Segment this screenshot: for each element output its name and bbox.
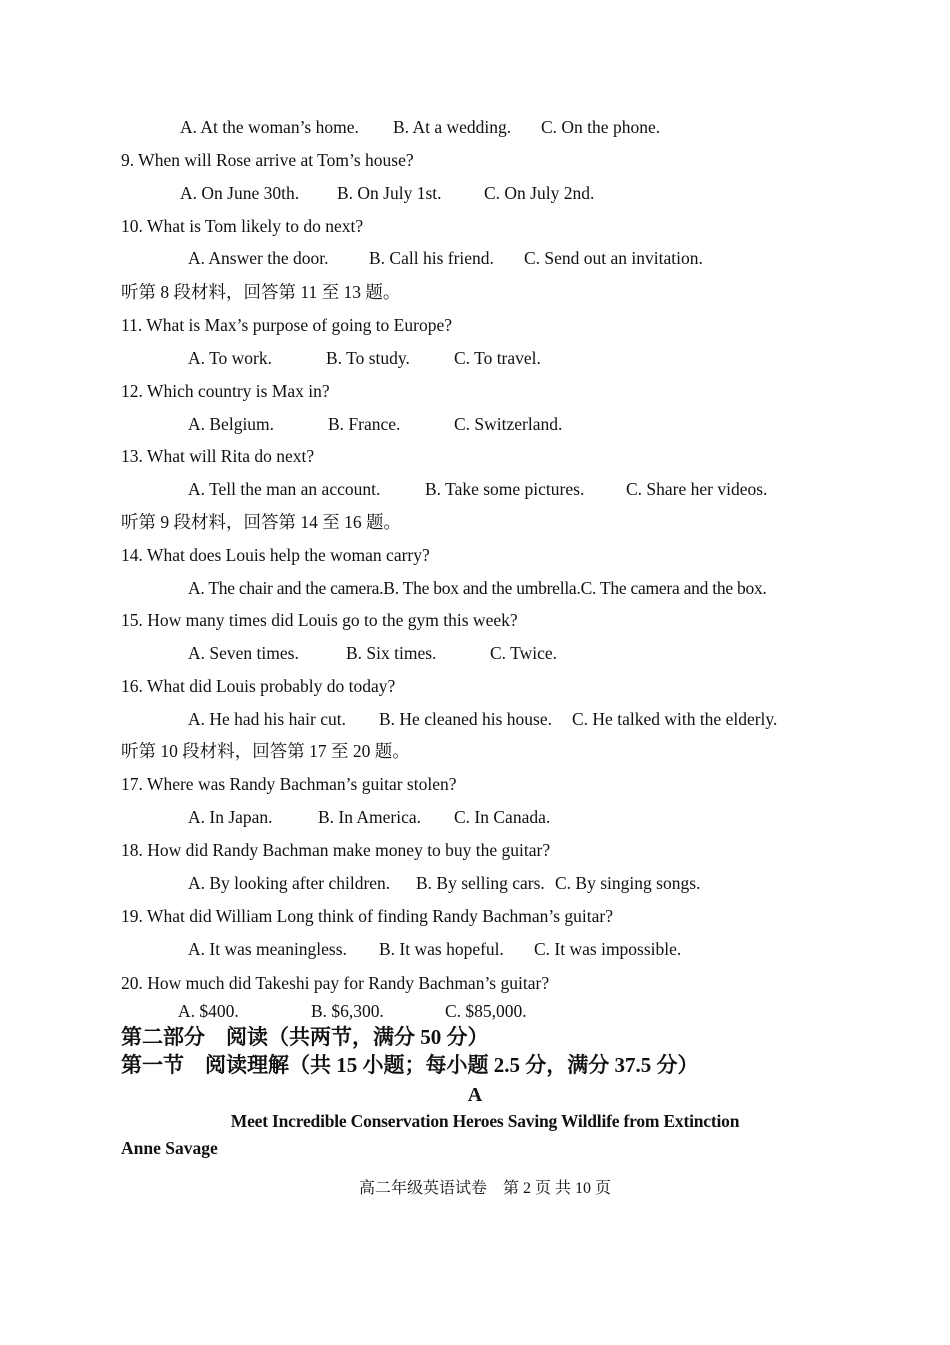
q13-question: 13. What will Rita do next? (121, 446, 315, 466)
q15-option-b: B. Six times. (346, 643, 437, 663)
passage-title: Meet Incredible Conservation Heroes Saving Wildlife from Extinction (230, 1111, 740, 1131)
q11-question: 11. What is Max’s purpose of going to Europe? (121, 315, 452, 335)
q19-option-c: C. It was impossible. (534, 939, 682, 959)
q8-option-b: B. At a wedding. (393, 117, 512, 137)
q15-option-c: C. Twice. (490, 643, 557, 663)
q16-question: 16. What did Louis probably do today? (121, 676, 396, 696)
q20-option-b: B. $6,300. (311, 1001, 384, 1021)
q11-option-b: B. To study. (326, 348, 410, 368)
q13-option-a: A. Tell the man an account. (188, 479, 381, 499)
q12-option-b: B. France. (328, 414, 401, 434)
section-8-instruction: 听第 8 段材料，回答第 11 至 13 题。 (121, 282, 401, 302)
q17-option-b: B. In America. (318, 807, 422, 827)
q15-question: 15. How many times did Louis go to the gym this week? (121, 610, 518, 630)
q19-question: 19. What did William Long think of finding Randy Bachman’s guitar? (121, 906, 613, 926)
passage-author: Anne Savage (121, 1138, 218, 1158)
section-10-instruction: 听第 10 段材料，回答第 17 至 20 题。 (121, 741, 410, 761)
q11-option-c: C. To travel. (454, 348, 541, 368)
q17-option-c: C. In Canada. (454, 807, 551, 827)
q18-option-b: B. By selling cars. (416, 873, 545, 893)
q20-option-a: A. $400. (178, 1001, 239, 1021)
q17-option-a: A. In Japan. (188, 807, 273, 827)
q10-question: 10. What is Tom likely to do next? (121, 216, 364, 236)
q12-option-a: A. Belgium. (188, 414, 275, 434)
q18-question: 18. How did Randy Bachman make money to buy the guitar? (121, 840, 551, 860)
q16-option-c: C. He talked with the elderly. (572, 709, 778, 729)
q13-option-c: C. Share her videos. (626, 479, 768, 499)
q14-question: 14. What does Louis help the woman carry? (121, 545, 430, 565)
q8-option-c: C. On the phone. (541, 117, 661, 137)
page-footer: 高二年级英语试卷 第 2 页 共 10 页 (358, 1180, 611, 1197)
q9-option-c: C. On July 2nd. (484, 183, 595, 203)
passage-letter: A (467, 1084, 483, 1106)
q12-question: 12. Which country is Max in? (121, 381, 330, 401)
q19-option-b: B. It was hopeful. (379, 939, 504, 959)
q16-option-b: B. He cleaned his house. (379, 709, 553, 729)
q18-option-c: C. By singing songs. (555, 873, 701, 893)
q8-option-a: A. At the woman’s home. (180, 117, 359, 137)
q9-option-a: A. On June 30th. (180, 183, 300, 203)
q20-option-c: C. $85,000. (445, 1001, 527, 1021)
q9-question: 9. When will Rose arrive at Tom’s house? (121, 150, 414, 170)
q10-option-b: B. Call his friend. (369, 248, 494, 268)
q11-option-a: A. To work. (188, 348, 273, 368)
q12-option-c: C. Switzerland. (454, 414, 563, 434)
section-9-instruction: 听第 9 段材料，回答第 14 至 16 题。 (121, 512, 401, 532)
q9-option-b: B. On July 1st. (337, 183, 442, 203)
q17-question: 17. Where was Randy Bachman’s guitar stolen? (121, 774, 457, 794)
q10-option-c: C. Send out an invitation. (524, 248, 703, 268)
q10-option-a: A. Answer the door. (188, 248, 329, 268)
section-1-heading: 第一节 阅读理解（共 15 小题；每小题 2.5 分，满分 37.5 分） (121, 1053, 699, 1077)
q16-option-a: A. He had his hair cut. (188, 709, 346, 729)
q19-option-a: A. It was meaningless. (188, 939, 347, 959)
q18-option-a: A. By looking after children. (188, 873, 391, 893)
q14-options: A. The chair and the camera.B. The box and the umbrella.C. The camera and the box. (188, 578, 767, 598)
q13-option-b: B. Take some pictures. (425, 479, 585, 499)
part-2-heading: 第二部分 阅读（共两节，满分 50 分） (121, 1025, 489, 1049)
q20-question: 20. How much did Takeshi pay for Randy Bachman’s guitar? (121, 973, 550, 993)
q15-option-a: A. Seven times. (188, 643, 299, 663)
